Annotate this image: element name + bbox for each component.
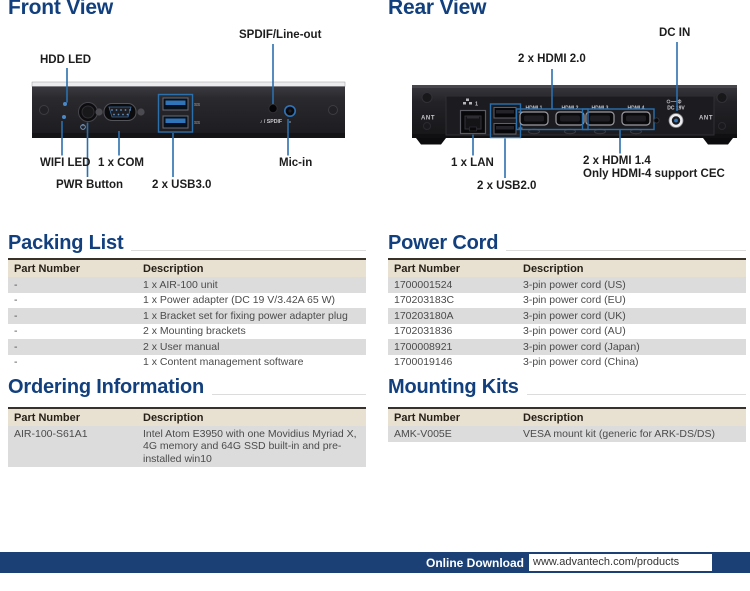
rear-screw-bl: [424, 123, 431, 130]
callout-hdmi14-note: Only HDMI-4 support CEC: [583, 168, 725, 180]
table-row: [8, 355, 366, 371]
wifi-led-icon: [62, 115, 66, 119]
table-cell: -: [14, 309, 18, 322]
power-cord-heading: [388, 232, 746, 255]
callout-com: 1 x COM: [98, 157, 145, 169]
table-row: [388, 355, 746, 371]
table-cell: 3-pin power cord (US): [523, 278, 626, 291]
table-row: [388, 308, 746, 324]
power-cord-table: [388, 258, 746, 370]
table-cell: 3-pin power cord (China): [523, 356, 639, 368]
section-title: Mounting Kits: [388, 376, 519, 398]
column-header: Part Number: [8, 408, 137, 426]
column-header: Part Number: [388, 408, 517, 426]
callout-usb2: 2 x USB2.0: [477, 180, 537, 192]
table-cell: 170203183C: [394, 294, 455, 306]
svg-text:SS: SS: [194, 102, 201, 107]
table-row: [388, 339, 746, 355]
table-cell: -: [14, 356, 18, 368]
svg-text:HDMI 2: HDMI 2: [561, 105, 579, 112]
heading-rule: [212, 394, 366, 395]
online-download-url[interactable]: www.advantech.com/products: [529, 554, 712, 571]
svg-text:HDMI 1: HDMI 1: [525, 105, 543, 112]
table-cell: 3-pin power cord (AU): [523, 325, 626, 337]
table-cell: 170203180A: [394, 309, 454, 322]
table-cell: Intel Atom E3950 with one Movidius Myriad X, 4G memory and 64G SSD built-in and pre-installed win10: [143, 427, 357, 465]
mounting-kits-table: [388, 407, 746, 442]
packing-list-table: [8, 258, 366, 370]
table-cell: -: [14, 325, 18, 337]
column-header: Description: [517, 259, 746, 277]
table-row: [388, 426, 746, 442]
table-row: [8, 293, 366, 309]
heading-rule: [131, 250, 366, 251]
column-header: Part Number: [388, 259, 517, 277]
table-cell: 3-pin power cord (UK): [523, 309, 626, 322]
rear-foot-left: [416, 138, 446, 145]
ordering-information-table: [8, 407, 366, 467]
section-title: Power Cord: [388, 232, 499, 254]
footer-bar: [0, 552, 750, 573]
ant-right-label: ANT: [699, 115, 714, 122]
table-cell: AMK-V005E: [394, 427, 452, 440]
table-cell: 1700019146: [394, 356, 453, 368]
table-row: [8, 426, 366, 467]
mounting-kits-heading: [388, 376, 746, 399]
table-row: [388, 293, 746, 309]
table-cell: VESA mount kit (generic for ARK-DS/DS): [523, 427, 715, 440]
front-screw-right: [329, 106, 338, 115]
table-cell: -: [14, 278, 18, 291]
svg-text:1: 1: [475, 101, 479, 108]
callout-usb3: 2 x USB3.0: [152, 179, 212, 191]
table-cell: 1702031836: [394, 325, 453, 337]
table-row: [388, 324, 746, 340]
column-header: Description: [137, 408, 366, 426]
section-title: Ordering Information: [8, 376, 205, 398]
heading-rule: [527, 394, 746, 395]
svg-text:HDMI 4: HDMI 4: [627, 105, 645, 112]
table-cell: -: [14, 340, 18, 353]
table-cell: 1 x Power adapter (DC 19 V/3.42A 65 W): [143, 294, 336, 306]
ant-left-label: ANT: [421, 115, 436, 122]
hdd-led-icon: [63, 102, 67, 106]
column-header: Description: [517, 408, 746, 426]
rear-screw-tr: [717, 93, 727, 103]
column-header: Part Number: [8, 259, 137, 277]
table-row: [8, 339, 366, 355]
table-row: [8, 324, 366, 340]
callout-dc-in: DC IN: [659, 27, 691, 39]
column-header: Description: [137, 259, 366, 277]
svg-text:SS: SS: [194, 120, 201, 125]
online-download-label: Online Download: [426, 555, 524, 570]
svg-text:HDMI 3: HDMI 3: [591, 105, 609, 112]
table-cell: 2 x Mounting brackets: [143, 325, 246, 337]
table-cell: 3-pin power cord (Japan): [523, 340, 640, 353]
table-row: [8, 277, 366, 293]
table-cell: 1700001524: [394, 278, 453, 291]
rear-device-figure: [412, 85, 737, 145]
front-screw-left: [40, 106, 49, 115]
front-device-figure: [32, 82, 345, 138]
rear-screw-br: [719, 123, 726, 130]
callout-lan: 1 x LAN: [451, 157, 494, 169]
rear-view-title: Rear View: [388, 0, 487, 19]
svg-text:DC 19V: DC 19V: [667, 105, 685, 112]
table-cell: 2 x User manual: [143, 340, 220, 353]
section-title: Packing List: [8, 232, 124, 254]
callout-mic-in: Mic-in: [279, 157, 313, 169]
table-cell: 3-pin power cord (EU): [523, 294, 626, 306]
table-cell: 1700008921: [394, 340, 453, 353]
table-row: [388, 277, 746, 293]
callout-wifi-led: WIFI LED: [40, 157, 91, 169]
ordering-information-heading: [8, 376, 366, 399]
callout-hdmi14: 2 x HDMI 1.4: [583, 155, 651, 167]
svg-text:♪ / SPDIF: ♪ / SPDIF: [259, 119, 283, 125]
packing-list-heading: [8, 232, 366, 255]
callout-hdd-led: HDD LED: [40, 54, 92, 66]
rear-screw-tl: [422, 93, 432, 103]
table-cell: 1 x Content management software: [143, 356, 304, 368]
rear-foot-right: [703, 138, 733, 145]
heading-rule: [506, 250, 746, 251]
callout-pwr-button: PWR Button: [56, 179, 124, 191]
table-cell: AIR-100-S61A1: [14, 427, 88, 440]
table-cell: -: [14, 294, 18, 306]
callout-hdmi20: 2 x HDMI 2.0: [518, 53, 586, 65]
front-view-title: Front View: [8, 0, 113, 19]
callout-spdif-lineout: SPDIF/Line-out: [239, 29, 322, 41]
table-row: [8, 308, 366, 324]
table-cell: 1 x Bracket set for fixing power adapter plug: [143, 309, 348, 322]
table-cell: 1 x AIR-100 unit: [143, 278, 218, 291]
